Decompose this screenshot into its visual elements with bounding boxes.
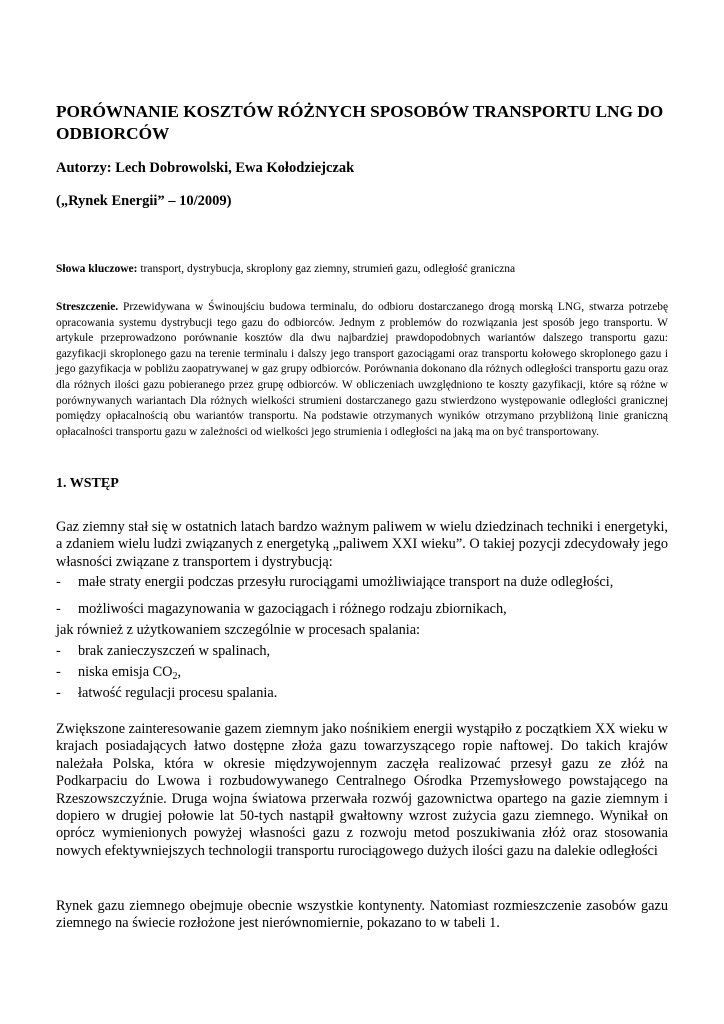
list-item-text: możliwości magazynowania w gazociągach i różnego rodzaju zbiornikach, [78,601,507,617]
abstract-text: Przewidywana w Świnoujściu budowa terminalu, do odbioru dostarczanego drogą morską LNG, stwarza potrzebę opracowania systemu dystrybucji tego gazu do odbiorców. Jednym z problemów do rozwiązania jest sposób jego transportu. W artykule przeprowadzono porównanie kosztów dla dwu najbardziej prawdopodobnych wariantów dalszego transportu gazu: gazyfikacji skroplonego gazu na terenie terminalu i dalszy jego transport gazociągami oraz transportu kołowego skroplonego gazu i jego gazyfikacja w pobliżu zaopatrywanej w gaz grupy odbiorców. Porównania dokonano dla różnych odległości transportu gazu oraz dla różnych ilości gazu pobieranego przez grupę odbiorców. W obliczeniach uwzględniono te koszty gazyfikacji, które są różne w porównywanych wariantach Dla różnych wielkości strumieni dostarczanego gazu stwierdzono występowanie odległości granicznej pomiędzy opłacalnością obu wariantów transportu. Na podstawie otrzymanych wyników otrzymano przybliżoną linie graniczną opłacalności transportu gazu w zależności od wielkości jego strumienia i odległości na jaką ma on być transportowany. [56,301,668,438]
bullet-dash: - [56,601,61,617]
keywords-text: transport, dystrybucja, skroplony gaz ziemny, strumień gazu, odległość graniczna [137,263,516,275]
market-paragraph: Rynek gazu ziemnego obejmuje obecnie wszystkie kontynenty. Natomiast rozmieszczenie zasobów gazu ziemnego na świecie rozłożone jest nierównomiernie, pokazano to w tabeli 1. [56,898,668,932]
bullet-dash: - [56,685,61,701]
authors-line: Autorzy: Lech Dobrowolski, Ewa Kołodziejczak [56,160,355,176]
list-item-text: małe straty energii podczas przesyłu rurociągami umożliwiające transport na duże odległości, [78,574,614,590]
middle-line: jak również z użytkowaniem szczególnie w procesach spalania: [56,622,421,638]
abstract-label: Streszczenie. [56,301,119,313]
keywords-label: Słowa kluczowe: [56,263,138,275]
list-item-text: łatwość regulacji procesu spalania. [78,685,278,701]
document-title: PORÓWNANIE KOSZTÓW RÓŻNYCH SPOSOBÓW TRANSPORTU LNG DO ODBIORCÓW [56,102,664,143]
bullet-dash: - [56,664,61,680]
bullet-dash: - [56,574,61,590]
section-heading: 1. WSTĘP [56,476,119,491]
list-item-text: brak zanieczyszczeń w spalinach, [78,643,271,659]
history-paragraph: Zwiększone zainteresowanie gazem ziemnym jako nośnikiem energii wystąpiło z początkiem XX wieku w krajach posiadających łatwo dostępne złoża gazu towarzyszącego ropie naftowej. Do takich krajów należała Polska, która w okresie międzywojennym zaczęła realizować przesył gazu ze złóż na Podkarpaciu do Lwowa i rozbudowywanego Centralnego Ośrodka Przemysłowego powstającego na Rzeszowszczyźnie. Druga wojna światowa przerwała rozwój gazownictwa opartego na gazie ziemnym i dopiero w drugiej połowie lat 50-tych nastąpił gwałtowny wzrost zużycia gazu ziemnego. Wynikał on oprócz wymienionych powyżej własności gazu z rozwoju metod poszukiwania złóż oraz stosowania nowych efektywniejszych technologii transportu rurociągowego dużych ilości gazu na dalekie odległości [56,721,668,859]
source-line: („Rynek Energii” – 10/2009) [56,193,232,209]
keywords [56,262,668,277]
emission-text: niska emisja CO [78,664,173,680]
list-item-text [78,664,181,681]
subscript-2: 2 [172,671,178,682]
bullet-dash: - [56,643,61,659]
emission-comma: , [177,664,182,680]
intro-paragraph: Gaz ziemny stał się w ostatnich latach bardzo ważnym paliwem w wielu dziedzinach techniki i energetyki, a zdaniem wielu ludzi związanych z energetyką „paliwem XXI wieku”. O takiej pozycji zdecydowały jego własności związane z transportem i dystrybucją: [56,519,668,570]
abstract [56,300,668,440]
